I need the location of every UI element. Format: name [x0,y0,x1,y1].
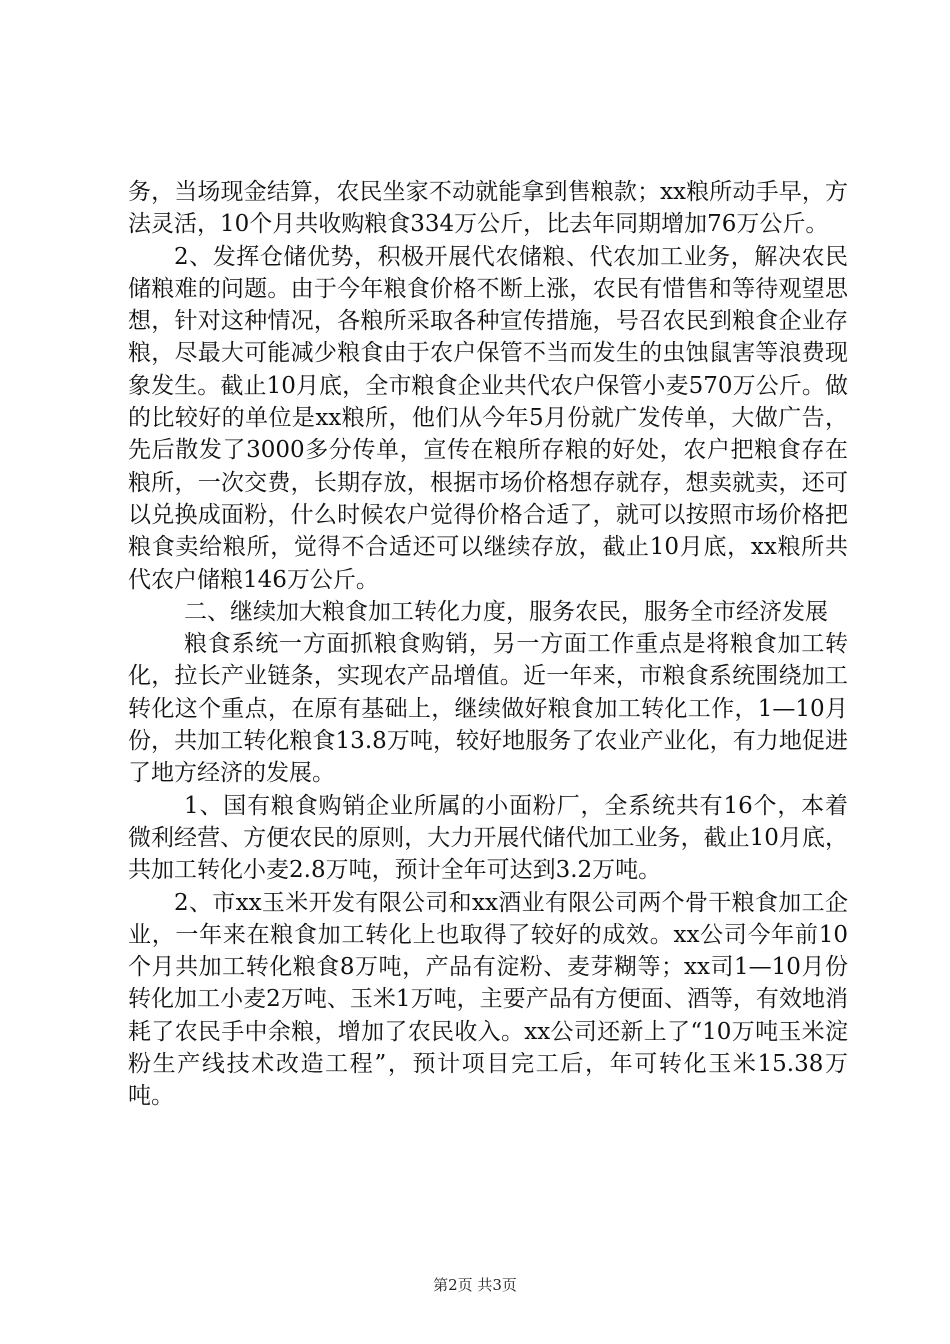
document-body [128,176,848,1113]
page-number-footer: 第2页 共3页 [433,1276,517,1294]
paragraph-key-enterprises: 2、市xx玉米开发有限公司和xx酒业有限公司两个骨干粮食加工企业，一年来在粮食加工转化上也取得了较好的成效。xx公司今年前10个月共加工转化粮食8万吨，产品有淀粉、麦芽糊等；xx司1—10月份转化加工小麦2万吨、玉米1万吨，主要产品有方便面、酒等，有效地消耗了农民手中余粮，增加了农民收入。xx公司还新上了“10万吨玉米淀粉生产线技术改造工程”，预计项目完工后，年可转化玉米15.38万吨。 [128,889,848,1110]
paragraph-continuation: 务，当场现金结算，农民坐家不动就能拿到售粮款；xx粮所动手早，方法灵活，10个月共收购粮食334万公斤，比去年同期增加76万公斤。 [128,179,848,238]
section-heading-processing: 二、继续加大粮食加工转化力度，服务农民，服务全市经济发展 [184,598,828,625]
paragraph-processing-overview: 粮食系统一方面抓粮食购销，另一方面工作重点是将粮食加工转化，拉长产业链条，实现农产品增值。近一年来，市粮食系统围绕加工转化这个重点，在原有基础上，继续做好粮食加工转化工作，1—10月份，共加工转化粮食13.8万吨，较好地服务了农业产业化，有力地促进了地方经济的发展。 [128,631,848,787]
paragraph-storage: 2、发挥仓储优势，积极开展代农储粮、代农加工业务，解决农民储粮难的问题。由于今年粮食价格不断上涨，农民有惜售和等待观望思想，针对这种情况，各粮所采取各种宣传措施，号召农民到粮食企业存粮，尽最大可能减少粮食由于农户保管不当而发生的虫蚀鼠害等浪费现象发生。截止10月底，全市粮食企业共代农户保管小麦570万公斤。做的比较好的单位是xx粮所，他们从今年5月份就广发传单，大做广告，先后散发了3000多分传单，宣传在粮所存粮的好处，农户把粮食存在粮所，一次交费，长期存放，根据市场价格想存就存，想卖就卖，还可以兑换成面粉，什么时候农户觉得价格合适了，就可以按照市场价格把粮食卖给粮所，觉得不合适还可以继续存放，截止10月底，xx粮所共代农户储粮146万公斤。 [128,243,848,593]
paragraph-flour-mills: 1、国有粮食购销企业所属的小面粉厂，全系统共有16个，本着微利经营、方便农民的原则，大力开展代储代加工业务，截止10月底，共加工转化小麦2.8万吨，预计全年可达到3.2万吨。 [128,792,848,884]
